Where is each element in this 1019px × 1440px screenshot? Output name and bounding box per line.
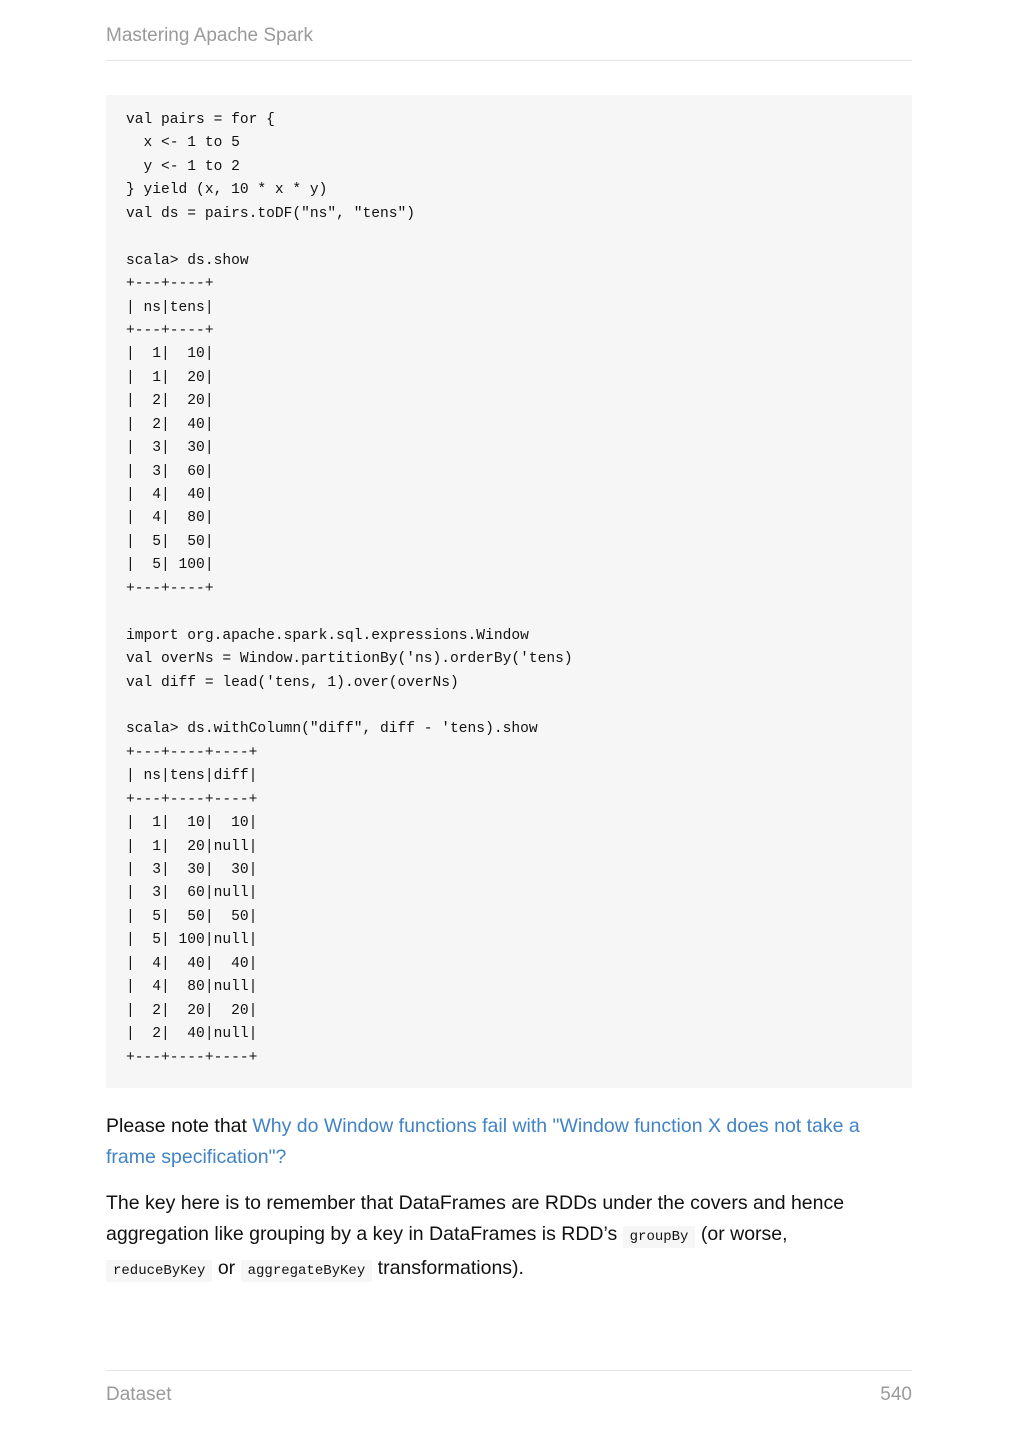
inline-code-aggregatebykey: aggregateByKey: [241, 1260, 373, 1282]
inline-code-reducebykey: reduceByKey: [106, 1260, 212, 1282]
book-title: Mastering Apache Spark: [106, 25, 314, 46]
key-text-2: (or worse,: [695, 1223, 788, 1245]
key-text-1: The key here is to remember that DataFrames are RDDs under the covers and hence aggregation like grouping by a key in DataFrames is RDD’s: [106, 1192, 845, 1245]
footer-section: Dataset: [106, 1384, 172, 1405]
page-footer: [106, 1370, 912, 1410]
key-paragraph: [106, 1188, 912, 1287]
key-text-4: transformations).: [372, 1257, 524, 1279]
code-block: val pairs = for { x <- 1 to 5 y <- 1 to 2 } yield (x, 10 * x * y) val ds = pairs.toDF("ns", "tens") scala> ds.show +---+----+ | ns|tens| +---+----+ | 1| 10| | 1| 20| | 2| 20| | 2| 40| | 3| 30| | 3| 60| | 4| 40| | 4| 80| | 5| 50| | 5| 100| +---+----+ import org.apache.spark.sql.expressions.Window val overNs = Window.partitionBy('ns).orderBy('tens) val diff = lead('tens, 1).over(overNs) scala> ds.withColumn("diff", diff - 'tens).show +---+----+----+ | ns|tens|diff| +---+----+----+ | 1| 10| 10| | 1| 20|null| | 3| 30| 30| | 3| 60|null| | 5| 50| 50| | 5| 100|null| | 4| 40| 40| | 4| 80|null| | 2| 20| 20| | 2| 40|null| +---+----+----+: [106, 95, 912, 1088]
note-paragraph: [106, 1111, 912, 1173]
window-functions-link[interactable]: Why do Window functions fail with "Window function X does not take a frame specification"?: [106, 1115, 860, 1168]
key-text-3: or: [212, 1257, 241, 1279]
page-header: [106, 24, 912, 61]
note-prefix: Please note that: [106, 1115, 253, 1137]
page-number: 540: [880, 1384, 912, 1405]
inline-code-groupby: groupBy: [623, 1226, 696, 1248]
